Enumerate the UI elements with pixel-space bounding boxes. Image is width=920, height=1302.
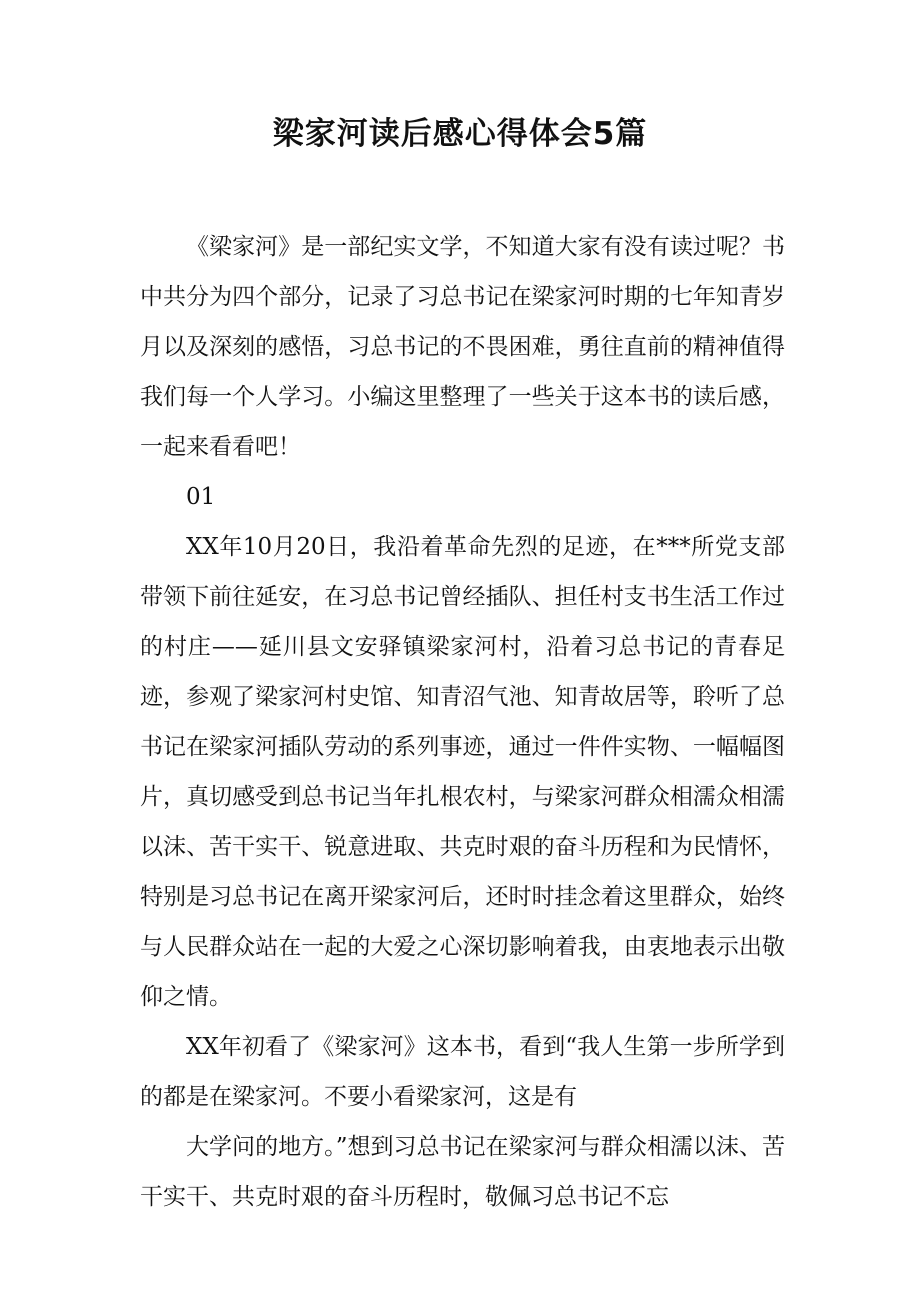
body-paragraph-3: 大学问的地方。”想到习总书记在梁家河与群众相濡以沫、苦干实干、共克时艰的奋斗历程时，敬佩习总书记不忘 [140,1134,785,1210]
document-body [140,222,785,1222]
intro-paragraph: 《梁家河》是一部纪实文学，不知道大家有没有读过呢？书中共分为四个部分，记录了习总书记在梁家河时期的七年知青岁月以及深刻的感悟，习总书记的不畏困难，勇往直前的精神值得我们每一个人学习。小编这里整理了一些关于这本书的读后感，一起来看看吧！ [140,234,785,460]
document-title: 梁家河读后感心得体会5篇 [272,116,648,152]
body-paragraph-2: XX年初看了《梁家河》这本书，看到“我人生第一步所学到的都是在梁家河。不要小看梁家河，这是有 [140,1034,785,1110]
body-paragraph-1: XX年10月20日，我沿着革命先烈的足迹，在***所党支部带领下前往延安，在习总书记曾经插队、担任村支书生活工作过的村庄——延川县文安驿镇梁家河村，沿着习总书记的青春足迹，参观了梁家河村史馆、知青沼气池、知青故居等，聆听了总书记在梁家河插队劳动的系列事迹，通过一件件实物、一幅幅图片，真切感受到总书记当年扎根农村，与梁家河群众相濡众相濡以沫、苦干实干、锐意进取、共克时艰的奋斗历程和为民情怀，特别是习总书记在离开梁家河后，还时时挂念着这里群众，始终与人民群众站在一起的大爱之心深切影响着我，由衷地表示出敬仰之情。 [140,534,785,1010]
section-number: 01 [186,484,216,510]
